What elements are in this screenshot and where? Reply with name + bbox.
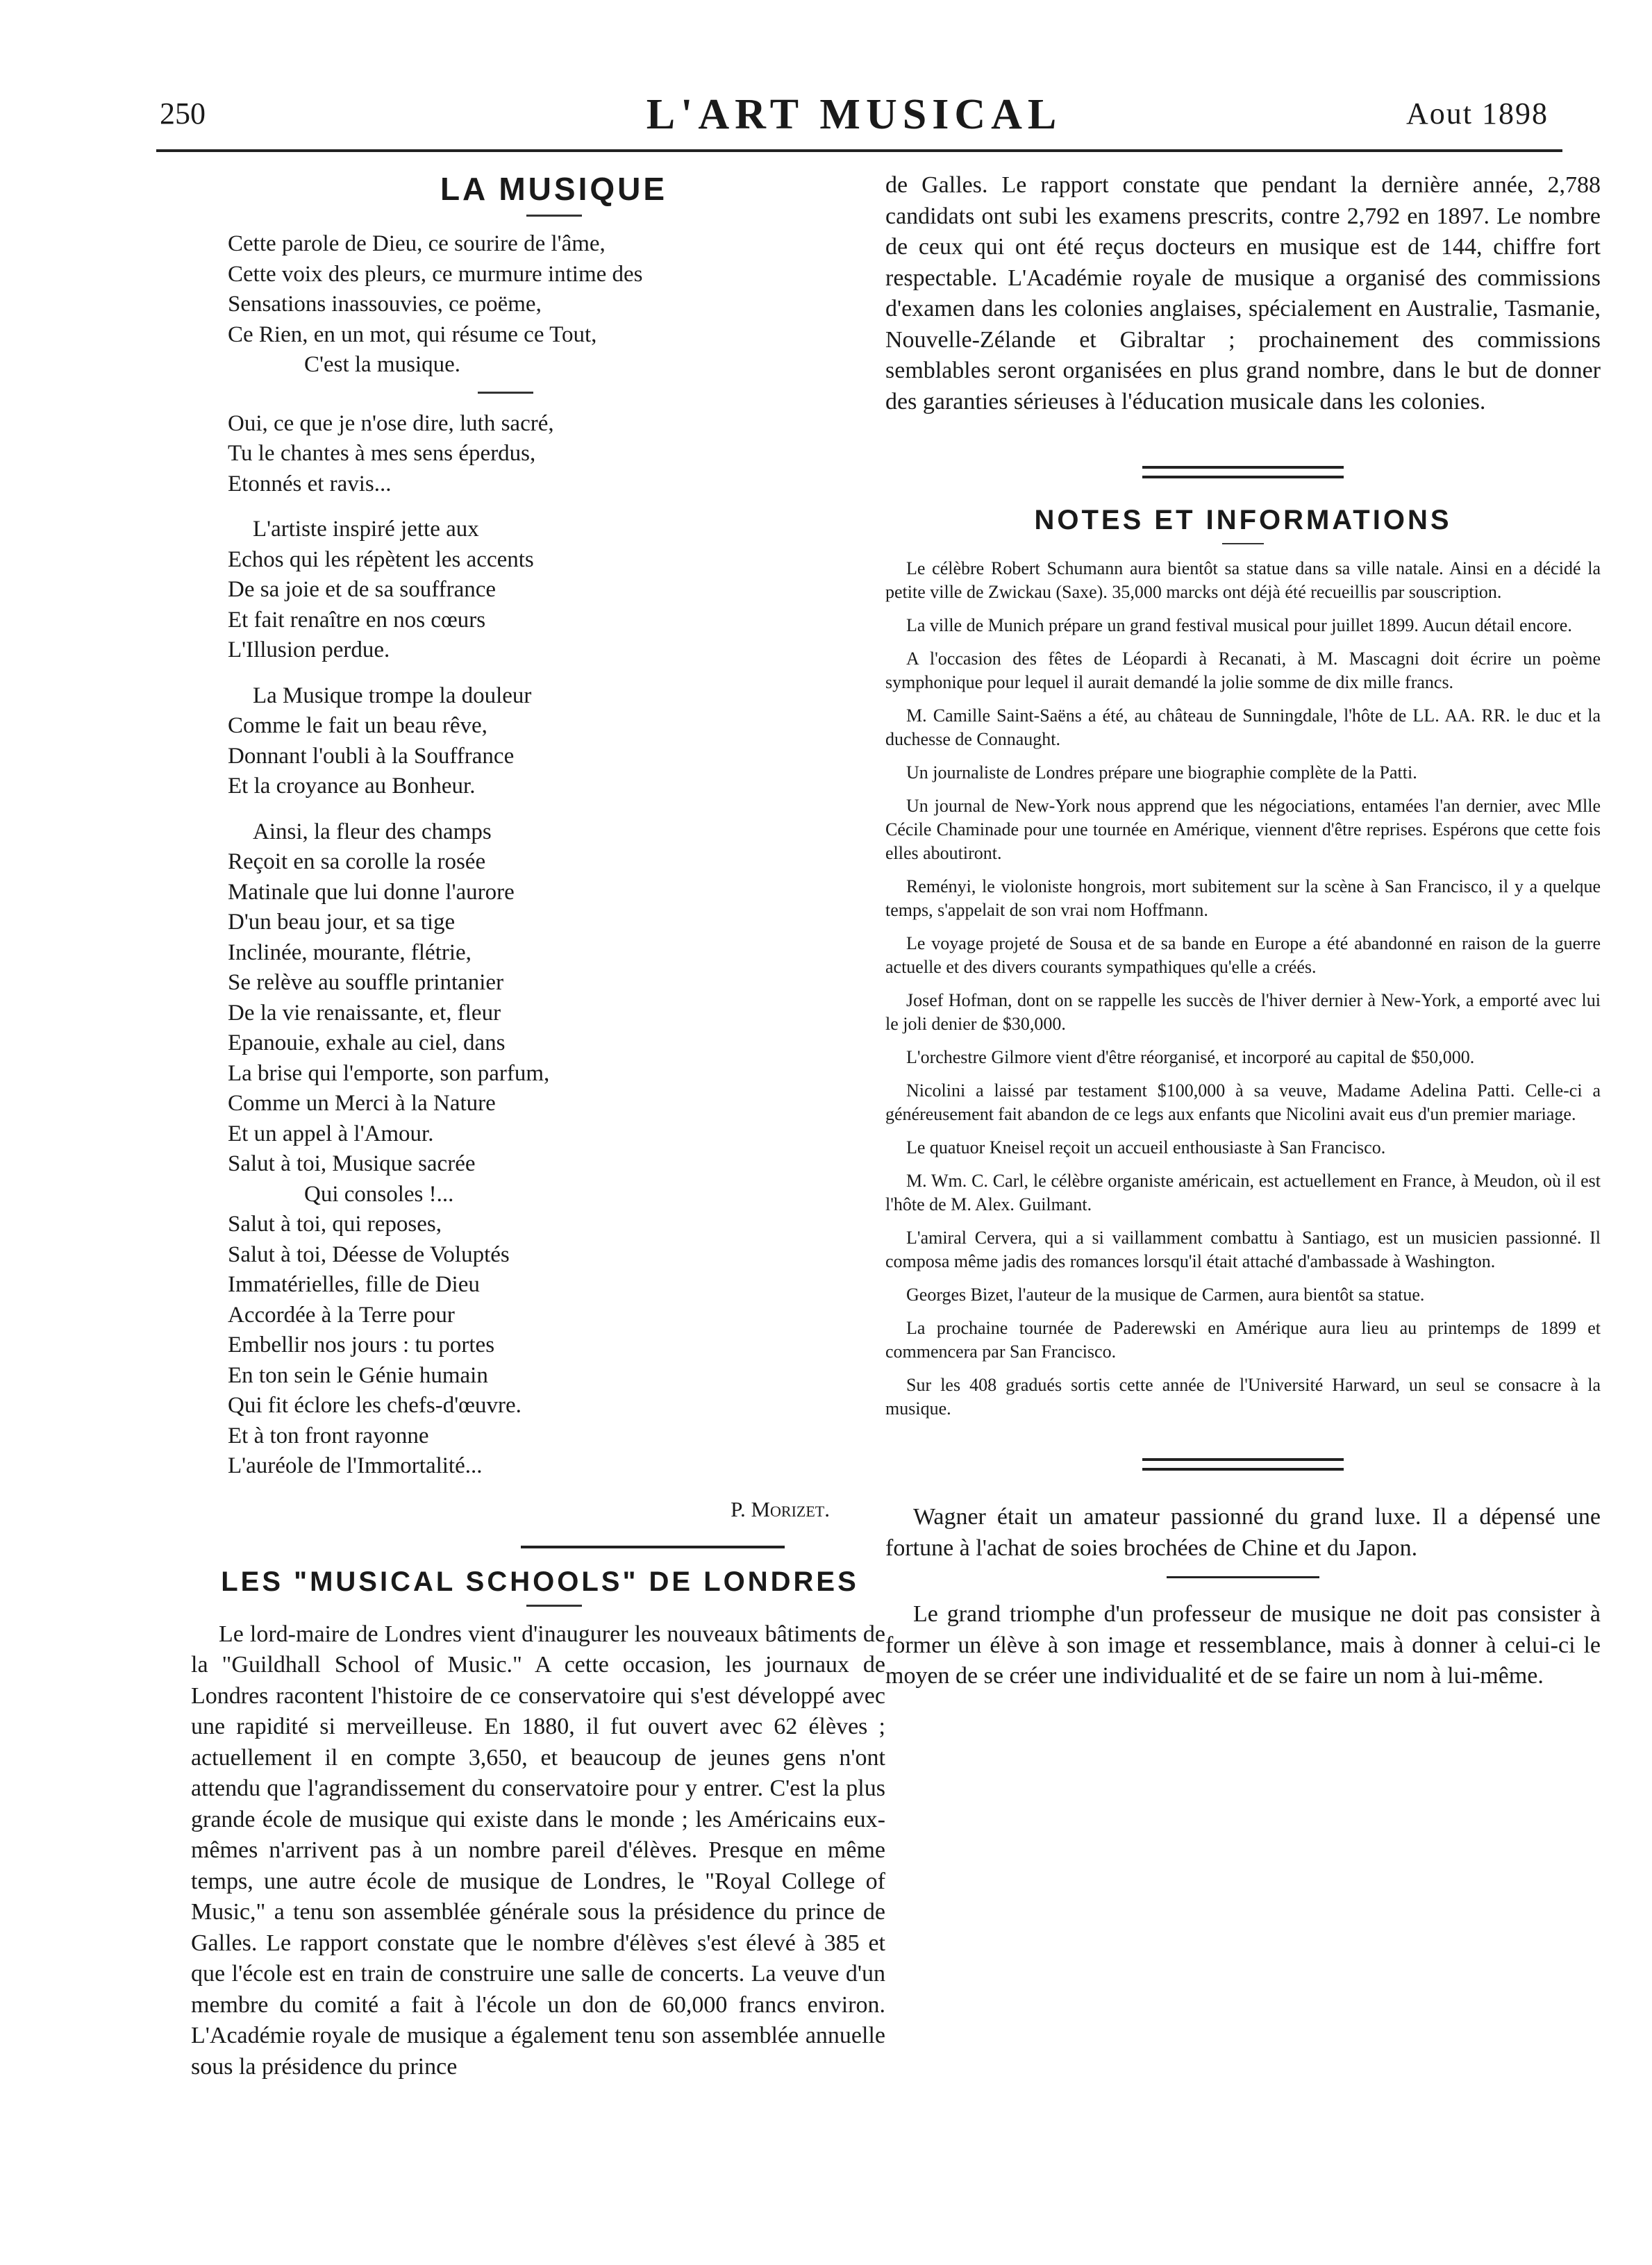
poem-line: Salut à toi, Déesse de Voluptés <box>228 1242 510 1267</box>
schools-article-right <box>885 170 1601 417</box>
poem-line: Sensations inassouvies, ce poëme, <box>228 292 542 317</box>
poem-line: Se relève au souffle printanier <box>228 970 504 995</box>
poem-title: LA MUSIQUE <box>440 171 668 207</box>
poem-line: Comme le fait un beau rêve, <box>228 713 487 738</box>
poem-line: Inclinée, mourante, flétrie, <box>228 939 472 965</box>
poem-line: Et fait renaître en nos cœurs <box>228 607 486 633</box>
poem-line: Immatérielles, fille de Dieu <box>228 1272 480 1297</box>
note-item: La prochaine tournée de Paderewski en Amérique aura lieu au printemps de 1899 et commencera par San Francisco. <box>885 1318 1601 1362</box>
poem-line: Cette parole de Dieu, ce sourire de l'âme, <box>228 231 606 256</box>
title-dash <box>526 215 582 217</box>
poem-stanza <box>228 409 885 500</box>
issue-date: Aout 1898 <box>1406 97 1549 131</box>
note-item: Un journaliste de Londres prépare une biographie complète de la Patti. <box>906 762 1417 783</box>
poem-line: Accordée à la Terre pour <box>228 1302 455 1328</box>
poem-line: La brise qui l'emporte, son parfum, <box>228 1060 550 1086</box>
poem-line: L'Illusion perdue. <box>228 637 390 662</box>
double-rule-divider <box>1142 1458 1344 1471</box>
poem-body <box>222 229 885 1482</box>
page-header <box>160 90 1549 146</box>
professeur-paragraph: Le grand triomphe d'un professeur de musique ne doit pas consister à former un élève à son image et ressemblance, mais à donner à celui-ci le moyen de se créer une individualité et de se faire un nom à lui-même. <box>885 1601 1601 1689</box>
note-item: Un journal de New-York nous apprend que les négociations, entamées l'an dernier, avec Mlle Cécile Chaminade pour une tournée en Amérique, viennent d'être reprises. Espérons que cette fois elles aboutiront. <box>885 796 1601 863</box>
poem-line: L'artiste inspiré jette aux <box>253 517 479 542</box>
page-number: 250 <box>160 97 206 131</box>
schools-continuation: de Galles. Le rapport constate que pendant la dernière année, 2,788 candidats ont subi les examens prescrits, contre 2,792 en 1897. Le nombre de ceux qui ont été reçus docteurs en musique est de 144, chiffre fort respectable. L'Académie royale de musique a organisé des commissions d'examen dans les colonies anglaises, spécialement en Australie, Tasmanie, Nouvelle-Zélande et Gibraltar ; prochainement des commissions semblables seront organisées en plus grand nombre, dans le but de donner des garanties sérieuses à l'éducation musicale dans les colonies. <box>885 172 1601 415</box>
notes-title: NOTES ET INFORMATIONS <box>1034 505 1452 535</box>
note-item: Le célèbre Robert Schumann aura bientôt sa statue dans sa ville natale. Ainsi en a décidé la petite ville de Zwickau (Saxe). 35,000 marcks ont déjà été recueillis par souscription. <box>885 558 1601 602</box>
poem-line: Embellir nos jours : tu portes <box>228 1332 495 1357</box>
journal-title: L'ART MUSICAL <box>646 91 1062 138</box>
note-item: Josef Hofman, dont on se rappelle les succès de l'hiver dernier à New-York, a emporté avec lui le joli denier de $30,000. <box>885 990 1601 1034</box>
poem-signature: P. Morizet. <box>731 1496 830 1521</box>
poem-line: Et la croyance au Bonheur. <box>228 774 476 799</box>
stanza-dash <box>478 392 533 394</box>
poem-line: Ce Rien, en un mot, qui résume ce Tout, <box>228 321 597 347</box>
poem-line: Echos qui les répètent les accents <box>228 546 534 572</box>
notes-list <box>885 557 1601 1421</box>
poem-line: Epanouie, exhale au ciel, dans <box>228 1030 506 1055</box>
wagner-note <box>885 1502 1601 1564</box>
poem-line: Et un appel à l'Amour. <box>228 1121 434 1146</box>
professeur-note <box>885 1599 1601 1692</box>
note-item: L'amiral Cervera, qui a si vaillamment combattu à Santiago, est un musicien passionné. Il composa même jadis des romances lorsqu'il était attaché d'ambassade à Washington. <box>885 1228 1601 1271</box>
schools-paragraph: Le lord-maire de Londres vient d'inaugurer les nouveaux bâtiments de la "Guildhall School of Music." A cette occasion, les journaux de Londres racontent l'histoire de ce conservatoire qui s'est développé avec une rapidité si merveilleuse. En 1880, il fut ouvert avec 62 élèves ; actuellement il en compte 3,650, et beaucoup de jeunes gens n'ont attendu que l'agrandissement du conservatoire pour y entrer. C'est la plus grande école de musique qui existe dans le monde ; les Américains eux-mêmes n'arrivent pas à un nombre pareil d'élèves. Presque en même temps, une autre école de musique de Londres, le "Royal College of Music," a tenu son assemblée générale sous la présidence du prince de Galles. Le rapport constate que le nombre d'élèves s'est élevé à 385 et que l'école est en train de construire une salle de concerts. La veuve d'un membre du comité a fait à l'école un don de 60,000 francs environ. L'Académie royale de musique a également tenu son assemblée annuelle sous la présidence du prince <box>191 1621 885 2080</box>
section-divider <box>521 1546 785 1548</box>
note-item: Sur les 408 gradués sortis cette année de l'Université Harward, un seul se consacre à la musique. <box>885 1375 1601 1419</box>
poem-stanza <box>228 229 885 381</box>
title-dash <box>526 1605 582 1607</box>
poem-line: D'un beau jour, et sa tige <box>228 910 456 935</box>
note-item: L'orchestre Gilmore vient d'être réorganisé, et incorporé au capital de $50,000. <box>906 1047 1475 1067</box>
poem-line: Reçoit en sa corolle la rosée <box>228 849 486 874</box>
poem-line: Salut à toi, qui reposes, <box>228 1212 442 1237</box>
poem-line: Comme un Merci à la Nature <box>228 1091 496 1116</box>
right-column <box>885 170 1601 1692</box>
poem-line: Cette voix des pleurs, ce murmure intime des <box>228 261 643 287</box>
poem-line: Qui consoles !... <box>304 1181 454 1207</box>
note-item: Nicolini a laissé par testament $100,000 à sa veuve, Madame Adelina Patti. Celle-ci a généreusement fait abandon de ce legs aux enfants que Nicolini avait eus d'un premier mariage. <box>885 1080 1601 1124</box>
schools-title: LES "MUSICAL SCHOOLS" DE LONDRES <box>221 1566 859 1597</box>
poem-line: Qui fit éclore les chefs-d'œuvre. <box>228 1393 522 1418</box>
poem-stanza <box>228 817 885 1482</box>
poem-line: Donnant l'oubli à la Souffrance <box>228 743 515 769</box>
wagner-paragraph: Wagner était un amateur passionné du grand luxe. Il a dépensé une fortune à l'achat de soies brochées de Chine et du Japon. <box>885 1504 1601 1561</box>
left-column <box>191 170 885 2082</box>
note-item: Georges Bizet, l'auteur de la musique de Carmen, aura bientôt sa statue. <box>906 1285 1425 1305</box>
poem-line: Tu le chantes à mes sens éperdus, <box>228 441 536 466</box>
note-item: A l'occasion des fêtes de Léopardi à Recanati, à M. Mascagni doit écrire un poème symphonique pour lequel il aurait demandé la jolie somme de dix mille francs. <box>885 649 1601 692</box>
double-rule-divider <box>1142 466 1344 478</box>
poem-line: Ainsi, la fleur des champs <box>253 819 492 844</box>
header-rule <box>156 149 1562 152</box>
note-item: M. Wm. C. Carl, le célèbre organiste américain, est actuellement en France, à Meudon, où il est l'hôte de M. Alex. Guilmant. <box>885 1171 1601 1214</box>
poem-line: Et à ton front rayonne <box>228 1423 429 1448</box>
poem-line: La Musique trompe la douleur <box>253 683 532 708</box>
poem-line: L'auréole de l'Immortalité... <box>228 1453 483 1478</box>
section-divider <box>1167 1576 1319 1578</box>
poem-stanza <box>228 515 885 666</box>
poem-line: Matinale que lui donne l'aurore <box>228 879 515 905</box>
note-item: La ville de Munich prépare un grand festival musical pour juillet 1899. Aucun détail encore. <box>906 615 1572 635</box>
poem-line: Etonnés et ravis... <box>228 471 392 496</box>
schools-article-left <box>191 1619 885 2083</box>
note-item: Le voyage projeté de Sousa et de sa bande en Europe a été abandonné en raison de la guerre actuelle et des divers courants sympathiques qu'elle a créés. <box>885 933 1601 977</box>
note-item: Reményi, le violoniste hongrois, mort subitement sur la scène à San Francisco, il y a quelque temps, s'appelait de son vrai nom Hoffmann. <box>885 876 1601 920</box>
poem-line: Oui, ce que je n'ose dire, luth sacré, <box>228 410 554 436</box>
poem-line: De la vie renaissante, et, fleur <box>228 1000 501 1026</box>
title-dash <box>1222 543 1264 544</box>
note-item: M. Camille Saint-Saëns a été, au château de Sunningdale, l'hôte de LL. AA. RR. le duc et la duchesse de Connaught. <box>885 705 1601 749</box>
poem-stanza <box>228 681 885 802</box>
poem-line: De sa joie et de sa souffrance <box>228 577 497 602</box>
poem-line: C'est la musique. <box>304 352 461 377</box>
poem-line: En ton sein le Génie humain <box>228 1362 488 1388</box>
note-item: Le quatuor Kneisel reçoit un accueil enthousiaste à San Francisco. <box>906 1137 1386 1157</box>
poem-line: Salut à toi, Musique sacrée <box>228 1151 476 1176</box>
